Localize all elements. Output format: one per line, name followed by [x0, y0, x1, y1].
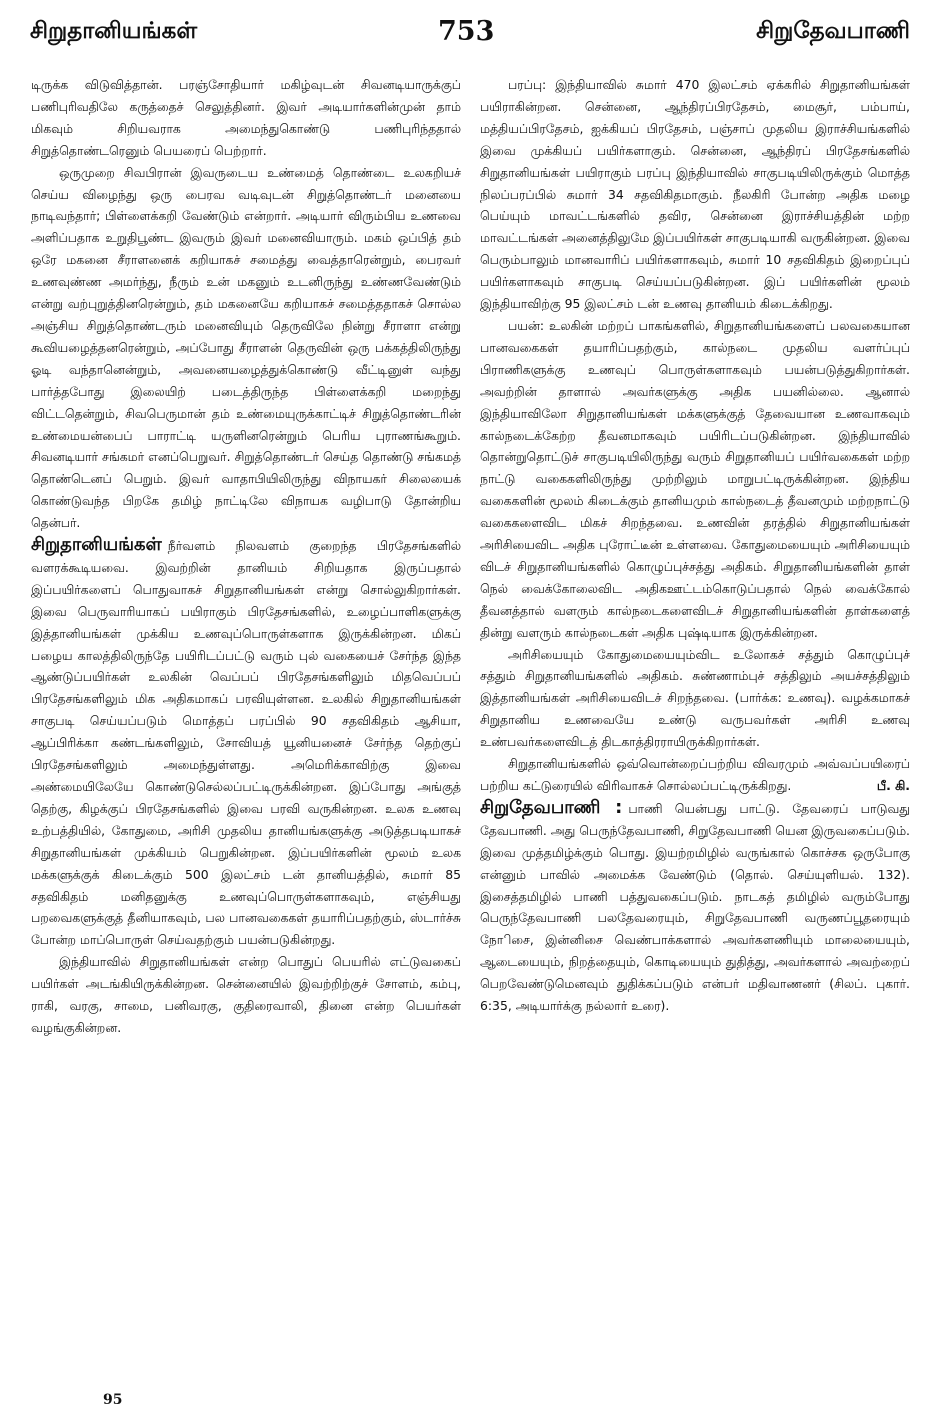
story-paragraph: ஒருமுறை சிவபிரான் இவருடைய உண்மைத் தொண்டை உலகறியச் செய்ய விழைந்து ஒரு பைரவ வடிவுடன் சிறுத்தொண்டர் மனையை நாடிவந்தார்; பிள்ளைக்கறி வேண்டும் என்றார். அடியார் விரும்பிய உணவை அளிப்பதாக உறுதிபூண்ட இவரும் இவர் மனைவியாரும். மகம் ஒப்பித் தம் ஒரே மகனை சீராளனைக் கறியாகச் சமைத்து வைத்தாரென்றும், பைரவர் உணவுண்ண அமர்ந்து, நீரும் உன் மகனும் உடனிருந்து உண்ணவேண்டும் என்று வற்புறுத்தினரென்றும், தம் மகனையே கறியாகச் சமைத்ததாகச் சொல்ல அஞ்சிய சிறுத்தொண்டரும் மனைவியும் தெருவிலே நின்று சீராளா என்று கூவியழைத்தனரென்றும், அப்போது சீராளன் தெருவின் ஒரு பக்கத்திலிருந்து ஓடி வந்தானென்றும், அவனையழைத்துக்கொண்டு வீட்டினுள் வந்து பார்த்தபோது இலையிற் படைத்திருந்த பிள்ளைக்கறி மறைந்து விட்டதென்றும், சிவபெருமான் தம் உண்மையுருக்காட்டிச் சிறுத்தொண்டரின் உண்மையன்பைப் பாராட்டி யருளினரென்றும் பெரிய புராணங்கூறும். சிவனடியார் சங்கமர் எனப்பெறுவர். சிறுத்தொண்டர் செய்த தொண்டு சங்கமத் தொண்டெனப் பெறும். இவர் வாதாபியிலிருந்து விநாயகர் சிலையைக் கொண்டுவந்த பிறகே தமிழ் நாட்டிலே விநாயக வழிபாடு தோன்றிய தென்பர்.: [31, 164, 461, 531]
entry-lead-text: பாணி யென்பது பாட்டு. தேவரைப் பாடுவது தேவபாணி. அது பெருந்தேவபாணி, சிறுதேவபாணி யென இருவகைப்படும். இவை முத்தமிழ்க்கும் பொது. இயற்றமிழில் வருங்கால் கொச்சக ஒருபோகு என்னும் பாவில் அமைக்க வேண்டும் (தொல். செய்யுளியல். 132). இசைத்தமிழில் பாணி பத்துவகைப்படும். நாடகத் தமிழில் வரும்போது பெருந்தேவபாணி பலதேவரையும், சிறுதேவபாணி வருணப்பூதரையும் நோிசை, இன்னிசை வெண்பாக்களால் அவர்களணியும் மாலையையும், ஆடையையும், நிறத்தையும், கொடியையும் துதித்து, அவர்களால் அவற்றைப் பெறவேண்டுமெனவும் துதிக்கப்படும் என்பர் மதிவாணனர் (சிலப். புகார். 6:35, அடியார்க்கு நல்லார் உரை).: [480, 800, 910, 1014]
entry-lead-text: நீர்வளம் நிலவளம் குறைந்த பிரதேசங்களில் வளரக்கூடியவை. இவற்றின் தானியம் சிறியதாக இருப்பதால் இப்பயிர்களைப் பொதுவாகச் சிறுதானியங்கள் என்று சொல்லுகிறார்கள். இவை பெருவாரியாகப் பயிராகும் பிரதேசங்களில், உழைப்பாளிகளுக்கு இத்தானியங்கள் முக்கிய உணவுப்பொருள்களாக இருக்கின்றன. மிகப் பழைய காலத்திலிருந்தே பயிரிடப்பட்டு வரும் புல் வகையைச் சேர்ந்த இந்த ஆண்டுப்பயிர்கள் உலகின் வெப்பப் பிரதேசங்களிலும் மிதவெப்பப் பிரதேசங்களிலும் மிக அதிகமாகப் பரவியுள்ளன. உலகில் சிறுதானியங்கள் சாகுபடி செய்யப்படும் மொத்தப் பரப்பில் 90 சதவிகிதம் ஆசியா, ஆப்பிரிக்கா கண்டங்களிலும், சோவியத் யூனியனைச் சேர்ந்த தெற்குப் பிரதேசங்களிலும் அமைந்துள்ளது. அமெரிக்காவிற்கு இவை அண்மையிலேயே கொண்டுசெல்லப்பட்டிருக்கின்றன. இப்போது அங்குத் தெற்கு, கிழக்குப் பிரதேசங்களில் இவை பரவி வருகின்றன. உலக உணவு உற்பத்தியில், கோதுமை, அரிசி முதலிய தானியங்களுக்கு அடுத்தபடியாகச் சிறுதானியங்கள் முக்கியம் பெறுகின்றன. இப்பயிர்களின் மூலம் உலக மக்களுக்குக் கிடைக்கும் 500 இலட்சம் டன் தானியத்தில், சுமார் 85 சதவிகிதம் மனிதனுக்கு உணவுப்பொருள்களாகவும், எஞ்சியது பறவைகளுக்குத் தீனியாகவும், பல பானவகைகள் தயாரிப்பதற்கும், ஸ்டார்ச்சு போன்ற மாப்பொருள் செய்வதற்கும் பயன்படுகின்றது.: [31, 538, 461, 948]
entry-heading: சிறுதானியங்கள்: [31, 534, 162, 556]
page-number: 753: [438, 16, 495, 47]
running-head-left: சிறுதானியங்கள்: [30, 18, 198, 44]
entry-siruthaniyangal: [31, 534, 461, 951]
entry-siruthevapani: [480, 797, 910, 1017]
left-column: [31, 74, 461, 1374]
millet-names-paragraph: இந்தியாவில் சிறுதானியங்கள் என்ற பொதுப் பெயரில் எட்டுவகைப் பயிர்கள் அடங்கியிருக்கின்றன. சென்னையில் இவற்றிற்குச் சோளம், கம்பு, ராகி, வரகு, சாமை, பனிவரகு, குதிரைவாலி, தினை என்ற பெயர்கள் வழங்குகின்றன.: [31, 954, 461, 1035]
nutrition-paragraph: அரிசியையும் கோதுமையையும்விட உலோகச் சத்தும் கொழுப்புச் சத்தும் சிறுதானியங்களில் அதிகம். சுண்ணாம்புச் சத்திலும் அயச்சத்திலும் இத்தானியங்கள் அரிசியைவிடச் சிறந்தவை. (பார்க்க: உணவு). வழக்கமாகச் சிறுதானிய உணவையே உண்டு வருபவர்கள் அரிசி உணவு உண்பவர்களைவிடத் திடகாத்திரராயிருக்கிறார்கள்.: [480, 646, 910, 750]
running-head-right: சிறுதேவபாணி: [756, 18, 910, 44]
area-paragraph: பரப்பு: இந்தியாவில் சுமார் 470 இலட்சம் ஏக்கரில் சிறுதானியங்கள் பயிராகின்றன. சென்னை, ஆந்திரப்பிரதேசம், மைசூர், பம்பாய், மத்தியப்பிரதேசம், ஐக்கியப் பிரதேசம், பஞ்சாப் முதலிய இராச்சியங்களில் இவை முக்கியப் பயிர்களாகும். சென்னை, ஆந்திரப் பிரதேசங்களில் சிறுதானியங்கள் பயிராகும் பரப்பு இந்தியாவில் சாகுபடியிலிருக்கும் மொத்த நிலப்பரப்பில் சுமார் 34 சதவிகிதமாகும். நீலகிரி போன்ற அதிக மழை பெய்யும் மாவட்டங்களில் தவிர, சென்னை இராச்சியத்தின் மற்ற மாவட்டங்கள் அனைத்திலுமே இப்பயிர்கள் சாகுபடியாகி வருகின்றன. இவை பெரும்பாலும் மானவாரிப் பயிர்களாகவும், சுமார் 10 சதவிகிதம் இறைப்புப் பயிர்களாகவும் சாகுபடி செய்யப்படுகின்றன. இப் பயிர்களின் மூலம் இந்தியாவிற்கு 95 இலட்சம் டன் உணவு தானியம் கிடைக்கிறது.: [480, 77, 910, 312]
folio-number: 95: [103, 1392, 123, 1408]
author-signature: பீ. கி.: [876, 778, 910, 793]
entry-heading: சிறுதேவபாணி :: [480, 796, 623, 818]
right-column: [480, 74, 910, 1374]
continued-paragraph: டிருக்க விடுவித்தான். பரஞ்சோதியார் மகிழ்வுடன் சிவனடியாருக்குப் பணிபுரிவதிலே கருத்தைச் செலுத்தினர். இவர் அடியார்களின்முன் தாம் மிகவும் சிறியவராக அமைந்துகொண்டு பணிபுரிந்ததால் சிறுத்தொண்டரெனும் பெயரைப் பெற்றார்.: [31, 77, 461, 158]
reference-paragraph: [480, 753, 910, 797]
reference-text: சிறுதானியங்களில் ஒவ்வொன்றைப்பற்றிய விவரமும் அவ்வப்பயிரைப் பற்றிய கட்டுரையில் விரிவாகச் சொல்லப்பட்டிருக்கிறது.: [480, 756, 910, 793]
uses-paragraph: பயன்: உலகின் மற்றப் பாகங்களில், சிறுதானியங்களைப் பலவகையான பானவகைகள் தயாரிப்பதற்கும், கால்நடை முதலிய வளர்ப்புப் பிராணிகளுக்கு உணவுப் பொருள்களாகவும் பயன்படுத்துகிறார்கள். அவற்றின் தாளால் அவர்களுக்கு அதிக பயனில்லை. ஆனால் இந்தியாவிலோ சிறுதானியங்கள் மக்களுக்குத் தேவையான உணவாகவும் கால்நடைக்கேற்ற தீவனமாகவும் பயிரிடப்படுகின்றன. இந்தியாவில் தொன்றுதொட்டுச் சாகுபடியிலிருந்து வரும் சிறுதானியப் பயிர்வகைகள் மற்ற நாட்டு வகைகளிலிருந்து முற்றிலும் மாறுபட்டிருக்கின்றன. இந்திய வகைகளின் மூலம் கிடைக்கும் தானியமும் கால்நடைத் தீவனமும் மற்றநாட்டு வகைகளைவிட மிகச் சிறந்தவை. உணவின் தரத்தில் சிறுதானியங்கள் அரிசியைவிட அதிக புரோட்டீன் உள்ளவை. கோதுமையையும் அரிசியையும் விடச் சிறுதானியங்களில் கொழுப்புச்சத்து அதிகம். சிறுதானியங்களின் தாள் நெல் வைக்கோலைவிட அதிகஊட்டம்கொடுப்பதால் நெல் வைக்கோல் தீவனத்தால் வளரும் கால்நடைகளைவிடச் சிறுதானியங்களின் தாள்களைத் தின்று வளரும் கால்நடைகள் அதிக புஷ்டியாக இருக்கின்றன.: [480, 317, 910, 640]
